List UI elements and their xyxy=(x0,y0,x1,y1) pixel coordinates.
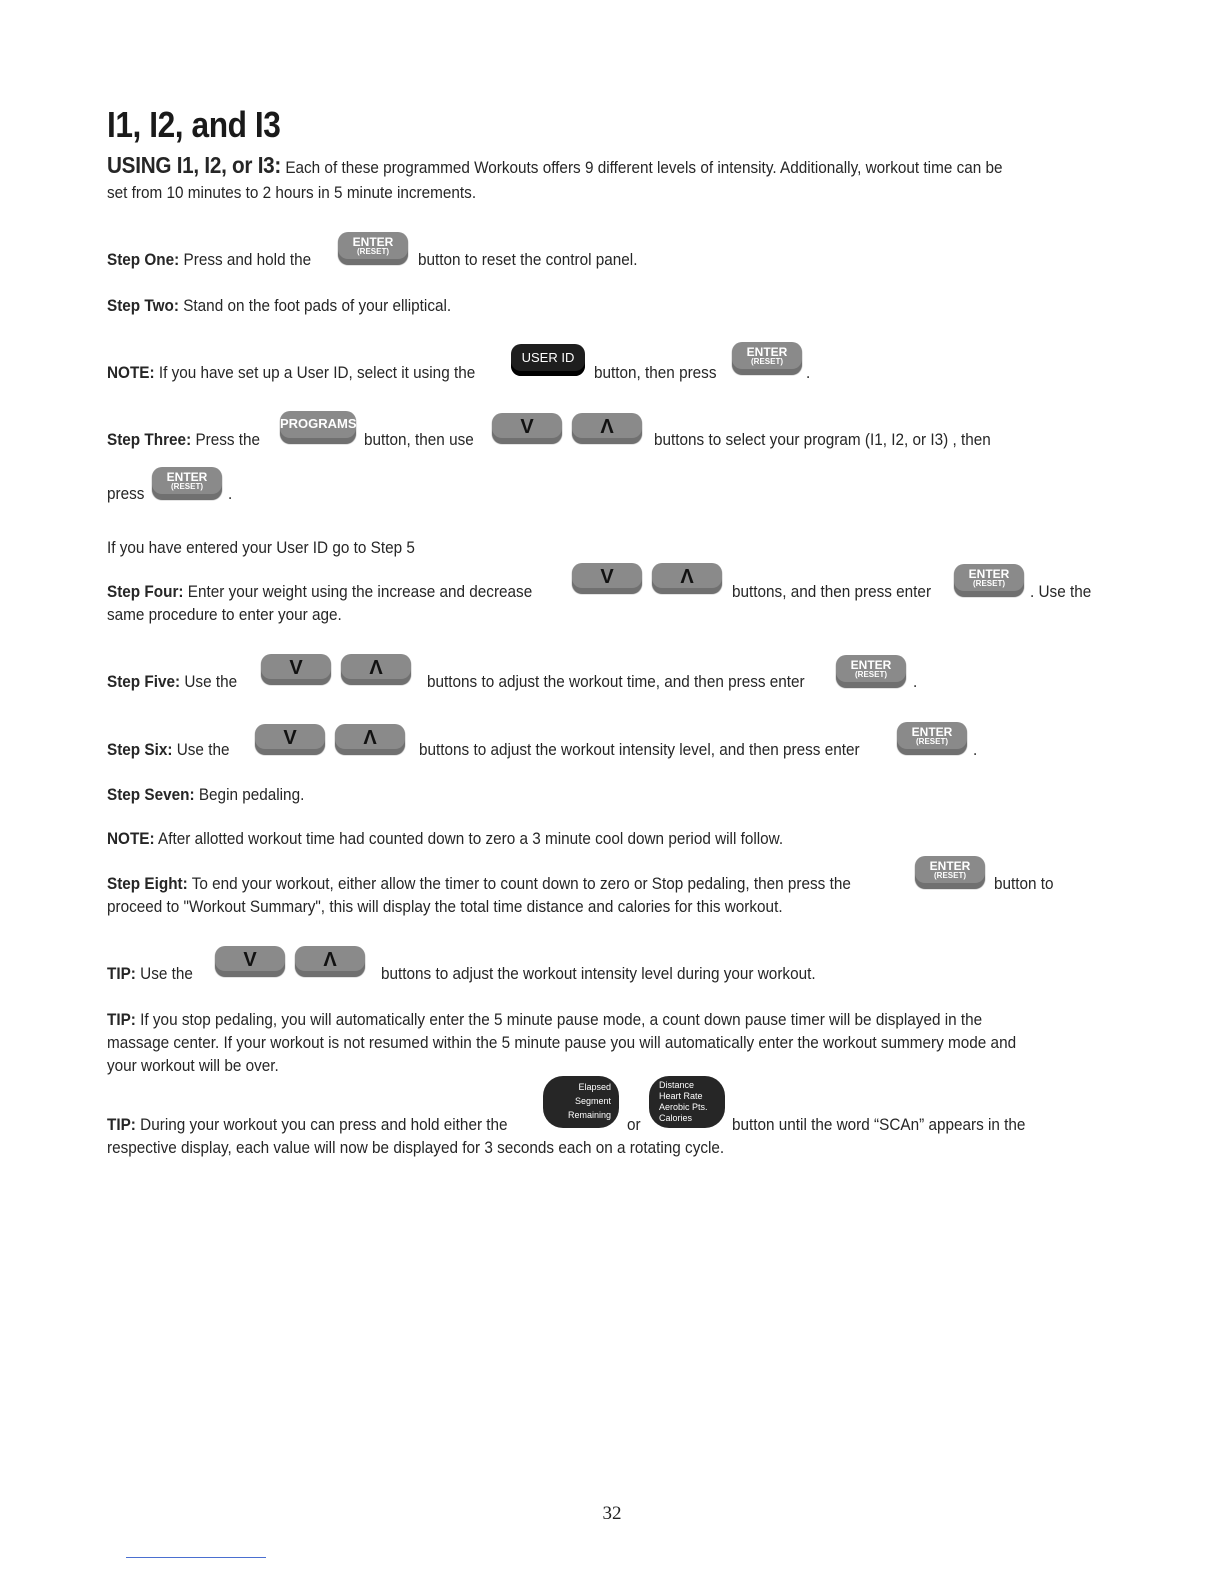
period: . xyxy=(228,484,233,503)
period: . xyxy=(913,672,918,691)
user-id-button[interactable]: USER ID xyxy=(511,344,585,376)
reset-label: (RESET) xyxy=(171,482,203,491)
display-label-segment: Segment xyxy=(574,1096,611,1106)
step-one-text-b: button to reset the control panel. xyxy=(418,250,638,269)
step-eight-text-c: proceed to "Workout Summary", this will display the total time distance and calories for this workout. xyxy=(107,897,783,916)
down-arrow-button[interactable]: V xyxy=(572,563,642,593)
tip-three-text-c: respective display, each value will now be displayed for 3 seconds each on a rotating cycle. xyxy=(107,1138,725,1157)
up-arrow-button[interactable]: Λ xyxy=(652,563,722,593)
note-two-text: After allotted workout time had counted down to zero a 3 minute cool down period will follow. xyxy=(158,829,784,848)
up-arrow-button[interactable]: Λ xyxy=(295,946,365,976)
step-four-text-c: . Use the xyxy=(1030,582,1092,601)
display-label-remaining: Remaining xyxy=(567,1110,611,1120)
use-the-text: Use the xyxy=(1038,582,1092,601)
step-eight-text-b: button to xyxy=(994,874,1054,893)
display-label-aerobic-pts: Aerobic Pts. xyxy=(659,1102,708,1112)
tip-three-label: TIP: xyxy=(107,1115,136,1134)
step-eight-text-a: To end your workout, either allow the timer to count down to zero or Stop pedaling, then press the xyxy=(191,874,851,893)
intro-text-1: Each of these programmed Workouts offers 9 different levels of intensity. Additionally, workout time can be xyxy=(285,158,1003,177)
step-six-text-a: Use the xyxy=(176,740,230,759)
step-three-text-b: button, then use xyxy=(364,430,474,449)
down-arrow-button[interactable]: V xyxy=(492,413,562,443)
note-two-label: NOTE: xyxy=(107,829,155,848)
user-id-skip-text: If you have entered your User ID go to Step 5 xyxy=(107,538,415,557)
step-four-line xyxy=(107,580,532,603)
down-arrow-button[interactable]: V xyxy=(261,654,331,684)
page-title: I1, I2, and I3 xyxy=(107,104,281,145)
tip-two-text-b: massage center. If your workout is not resumed within the 5 minute pause you will automatically enter the workout summery mode and xyxy=(107,1033,1017,1052)
step-eight-line xyxy=(107,872,851,895)
tip-two-line xyxy=(107,1008,982,1031)
step-six-label: Step Six: xyxy=(107,740,173,759)
step-four-label: Step Four: xyxy=(107,582,184,601)
enter-label: ENTER xyxy=(911,725,953,739)
tip-three-or: or xyxy=(627,1115,641,1134)
intro-text-2: set from 10 minutes to 2 hours in 5 minute increments. xyxy=(107,183,477,202)
step-three-label: Step Three: xyxy=(107,430,192,449)
programs-button[interactable]: PROGRAMS xyxy=(280,411,356,443)
step-three-text-a: Press the xyxy=(195,430,261,449)
step-five-line xyxy=(107,670,237,693)
reset-label: (RESET) xyxy=(751,357,783,366)
reset-label: (RESET) xyxy=(973,579,1005,588)
enter-label: ENTER xyxy=(166,470,208,484)
step-seven-line xyxy=(107,783,304,806)
enter-label: ENTER xyxy=(968,567,1010,581)
tip-one-label: TIP: xyxy=(107,964,136,983)
enter-button[interactable] xyxy=(732,342,802,374)
tip-three-text-b: button until the word “SCAn” appears in the xyxy=(732,1115,1026,1134)
note-two-line xyxy=(107,827,783,850)
step-eight-label: Step Eight: xyxy=(107,874,188,893)
down-arrow-button[interactable]: V xyxy=(255,724,325,754)
step-five-text-b: buttons to adjust the workout time, and then press enter xyxy=(427,672,805,691)
step-three-line xyxy=(107,428,260,451)
tip-two-text-c: your workout will be over. xyxy=(107,1056,279,1075)
tip-three-text-a: During your workout you can press and hold either the xyxy=(140,1115,508,1134)
enter-label: ENTER xyxy=(929,859,971,873)
step-two-text: Stand on the foot pads of your elliptical. xyxy=(183,296,452,315)
display-label-heart-rate: Heart Rate xyxy=(659,1091,703,1101)
step-five-text-a: Use the xyxy=(184,672,238,691)
step-six-text-b: buttons to adjust the workout intensity level, and then press enter xyxy=(419,740,860,759)
period: . xyxy=(806,363,811,382)
tip-two-label: TIP: xyxy=(107,1010,136,1029)
reset-label: (RESET) xyxy=(357,247,389,256)
step-four-text-b: buttons, and then press enter xyxy=(732,582,932,601)
reset-label: (RESET) xyxy=(855,670,887,679)
enter-button[interactable] xyxy=(338,232,408,264)
up-arrow-button[interactable]: Λ xyxy=(341,654,411,684)
down-arrow-button[interactable]: V xyxy=(215,946,285,976)
intro-line-1 xyxy=(107,154,1003,179)
display-label-elapsed: Elapsed xyxy=(578,1082,611,1092)
step-one-label: Step One: xyxy=(107,250,180,269)
enter-label: ENTER xyxy=(746,345,788,359)
step-one-text-a: Press and hold the xyxy=(183,250,312,269)
display-label-calories: Calories xyxy=(659,1113,693,1123)
note-one-text-a: If you have set up a User ID, select it using the xyxy=(158,363,476,382)
step-seven-text: Begin pedaling. xyxy=(198,785,305,804)
reset-label: (RESET) xyxy=(934,871,966,880)
tip-one-text-a: Use the xyxy=(140,964,193,983)
step-seven-label: Step Seven: xyxy=(107,785,195,804)
step-three-text-c: buttons to select your program (I1, I2, or I3) , then xyxy=(654,430,991,449)
tip-one-text-b: buttons to adjust the workout intensity level during your workout. xyxy=(381,964,816,983)
step-six-line xyxy=(107,738,229,761)
period: . xyxy=(973,740,978,759)
enter-button[interactable] xyxy=(152,467,222,499)
step-two-line xyxy=(107,294,451,317)
up-arrow-button[interactable]: Λ xyxy=(572,413,642,443)
note-one-label: NOTE: xyxy=(107,363,155,382)
step-two-label: Step Two: xyxy=(107,296,179,315)
enter-button[interactable] xyxy=(836,655,906,687)
enter-label: ENTER xyxy=(850,658,892,672)
step-one-label-line xyxy=(107,248,311,271)
step-four-text-a: Enter your weight using the increase and decrease xyxy=(187,582,533,601)
display-label-distance: Distance xyxy=(659,1080,695,1090)
elapsed-segment-display-button[interactable] xyxy=(543,1076,619,1128)
enter-label: ENTER xyxy=(352,235,394,249)
tip-three-line xyxy=(107,1113,508,1136)
enter-button[interactable] xyxy=(897,722,967,754)
footnote-rule xyxy=(126,1557,266,1558)
up-arrow-button[interactable]: Λ xyxy=(335,724,405,754)
intro-heading: USING I1, I2, or I3: xyxy=(107,152,282,178)
tip-one-line xyxy=(107,962,193,985)
reset-label: (RESET) xyxy=(916,737,948,746)
distance-calories-display-button[interactable] xyxy=(649,1076,725,1128)
enter-button[interactable] xyxy=(954,564,1024,596)
tip-two-text-a: If you stop pedaling, you will automatically enter the 5 minute pause mode, a count down pause timer will be displayed in the xyxy=(140,1010,983,1029)
step-five-label: Step Five: xyxy=(107,672,181,691)
note-one-line xyxy=(107,361,475,384)
step-three-text-d: press xyxy=(107,484,145,503)
enter-button[interactable] xyxy=(915,856,985,888)
step-four-text-d: same procedure to enter your age. xyxy=(107,605,342,624)
page-number: 32 xyxy=(602,1503,622,1524)
note-one-text-b: button, then press xyxy=(594,363,717,382)
